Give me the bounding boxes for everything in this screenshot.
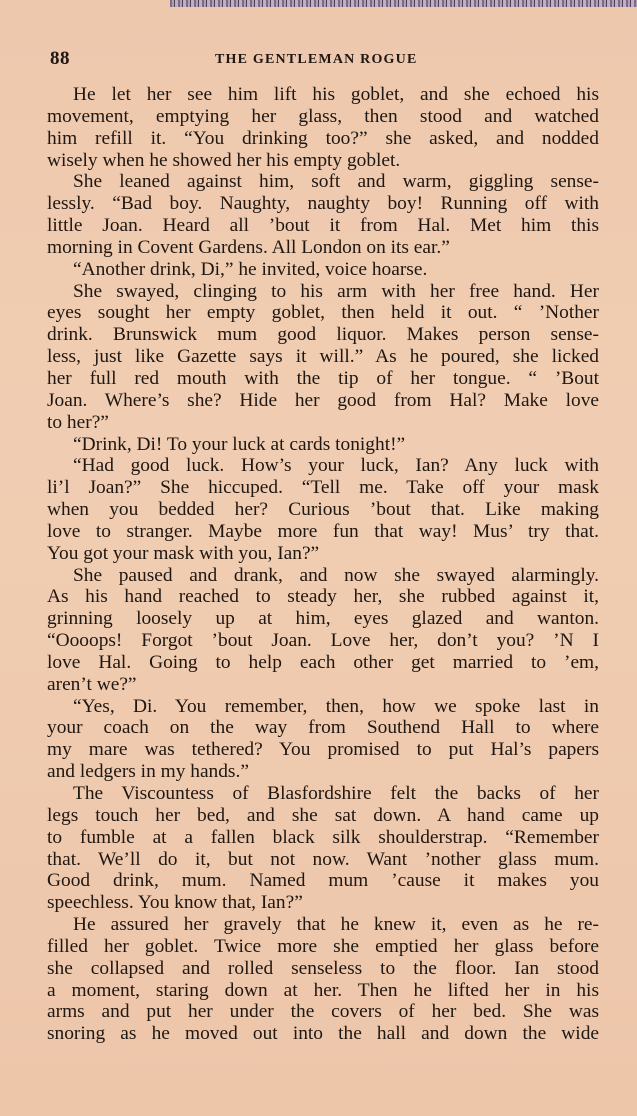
text-line: a moment, staring down at her. Then he lifted her in his bbox=[47, 979, 599, 1001]
text-line: to her?” bbox=[47, 411, 109, 433]
text-line: less, just like Gazette says it will.” As he poured, she licked bbox=[47, 346, 599, 368]
running-head: THE GENTLEMAN ROGUE bbox=[215, 52, 418, 67]
text-line: Joan. Where’s she? Hide her good from Hal? Make love bbox=[47, 389, 599, 411]
text-line: to fumble at a fallen black silk shoulderstrap. “Remember bbox=[47, 826, 599, 848]
text-line: She leaned against him, soft and warm, giggling sense- bbox=[73, 171, 599, 193]
binding-edge bbox=[170, 0, 637, 7]
text-line: my mare was tethered? You promised to put Hal’s papers bbox=[47, 739, 599, 761]
text-line: You got your mask with you, Ian?” bbox=[47, 542, 320, 564]
text-line: movement, emptying her glass, then stood and watched bbox=[47, 105, 599, 127]
text-line: her full red mouth with the tip of her tongue. “ ’Bout bbox=[47, 367, 599, 389]
text-line: grinning loosely up at him, eyes glazed and wanton. bbox=[47, 608, 599, 630]
page-header bbox=[50, 48, 590, 74]
text-line: and ledgers in my hands.” bbox=[47, 761, 249, 783]
text-line: your coach on the way from Southend Hall to where bbox=[47, 717, 599, 739]
text-line: drink. Brunswick mum good liquor. Makes person sense- bbox=[47, 324, 599, 346]
body-text bbox=[47, 84, 599, 1045]
text-line: love to stranger. Maybe more fun that way! Mus’ try that. bbox=[47, 520, 599, 542]
text-line: “Another drink, Di,” he invited, voice hoarse. bbox=[73, 258, 428, 280]
text-line: legs touch her bed, and she sat down. A hand came up bbox=[47, 804, 599, 826]
text-line: “Drink, Di! To your luck at cards tonight!” bbox=[73, 433, 406, 455]
text-line: him refill it. “You drinking too?” she asked, and nodded bbox=[47, 127, 599, 149]
text-line: snoring as he moved out into the hall and down the wide bbox=[47, 1023, 599, 1045]
text-line: morning in Covent Gardens. All London on its ear.” bbox=[47, 236, 450, 258]
text-line: love Hal. Going to help each other get married to ’em, bbox=[47, 651, 599, 673]
text-line: filled her goblet. Twice more she emptied her glass before bbox=[47, 935, 599, 957]
text-line: arms and put her under the covers of her bed. She was bbox=[47, 1001, 599, 1023]
text-line: when you bedded her? Curious ’bout that. Like making bbox=[47, 499, 599, 521]
text-line: eyes sought her empty goblet, then held it out. “ ’Nother bbox=[47, 302, 599, 324]
text-line: As his hand reached to steady her, she rubbed against it, bbox=[47, 586, 599, 608]
text-line: She swayed, clinging to his arm with her free hand. Her bbox=[73, 280, 599, 302]
text-line: “Oooops! Forgot ’bout Joan. Love her, don’t you? ’N I bbox=[47, 630, 599, 652]
text-line: speechless. You know that, Ian?” bbox=[47, 892, 303, 914]
text-line: Good drink, mum. Named mum ’cause it makes you bbox=[47, 870, 599, 892]
text-line: He let her see him lift his goblet, and she echoed his bbox=[73, 84, 599, 105]
text-line: “Had good luck. How’s your luck, Ian? Any luck with bbox=[73, 455, 599, 477]
text-line: wisely when he showed her his empty goblet. bbox=[47, 149, 401, 171]
text-line: He assured her gravely that he knew it, even as he re- bbox=[73, 914, 599, 936]
text-line: she collapsed and rolled senseless to the floor. Ian stood bbox=[47, 957, 599, 979]
text-line: She paused and drank, and now she swayed alarmingly. bbox=[73, 564, 599, 586]
text-line: The Viscountess of Blasfordshire felt the backs of her bbox=[73, 783, 599, 804]
text-line: lessly. “Bad boy. Naughty, naughty boy! Running off with bbox=[47, 193, 599, 215]
text-line: li’l Joan?” She hiccuped. “Tell me. Take off your mask bbox=[47, 477, 599, 499]
text-line: aren’t we?” bbox=[47, 673, 137, 695]
text-line: little Joan. Heard all ’bout it from Hal. Met him this bbox=[47, 215, 599, 237]
text-line: “Yes, Di. You remember, then, how we spoke last in bbox=[73, 695, 599, 717]
page-number: 88 bbox=[50, 48, 70, 69]
text-line: that. We’ll do it, but not now. Want ’nother glass mum. bbox=[47, 848, 599, 870]
